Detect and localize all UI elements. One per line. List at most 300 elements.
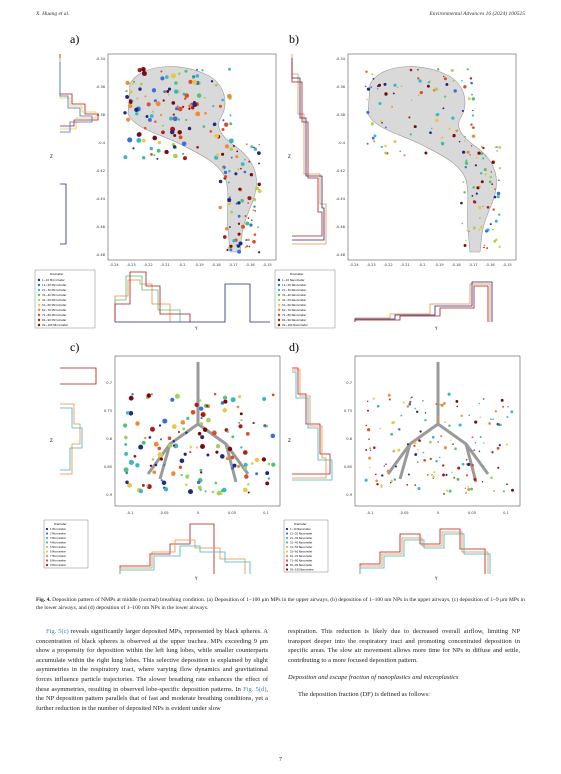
particle-marker [251, 219, 253, 221]
particle-marker [389, 398, 391, 400]
particle-marker [451, 69, 454, 72]
particle-marker [414, 408, 416, 410]
particle-marker [125, 481, 129, 485]
particle-marker [408, 473, 410, 475]
particle-marker [224, 175, 227, 178]
y-histogram-b [355, 282, 492, 322]
particle-marker [173, 440, 175, 442]
particle-marker [231, 456, 235, 460]
svg-text:-0.19: -0.19 [194, 263, 204, 267]
particle-marker [272, 394, 275, 397]
y-histogram-a [115, 272, 270, 322]
svg-text:51~60 Nanometer: 51~60 Nanometer [290, 550, 313, 554]
particle-marker [166, 90, 169, 93]
particle-marker [433, 471, 435, 473]
particle-marker [473, 478, 476, 481]
particle-marker [492, 229, 493, 230]
particle-marker [229, 245, 232, 248]
particle-marker [482, 157, 484, 159]
particle-marker [497, 467, 499, 469]
particle-marker [168, 436, 172, 440]
svg-text:61~70 Nanometer: 61~70 Nanometer [282, 309, 307, 312]
particle-marker [212, 431, 217, 436]
particle-marker [418, 439, 421, 442]
particle-marker [229, 122, 232, 125]
particle-marker [223, 235, 227, 239]
particle-marker [383, 83, 386, 86]
particle-marker [154, 121, 156, 123]
svg-text:-0.22: -0.22 [143, 263, 153, 267]
particle-marker [227, 431, 229, 433]
particle-marker [378, 84, 381, 87]
particle-marker [222, 488, 227, 493]
particle-marker [142, 156, 145, 159]
particle-marker [158, 141, 161, 144]
particle-marker [257, 183, 260, 186]
particle-marker [371, 73, 373, 75]
particle-marker [410, 397, 411, 398]
particle-marker [215, 451, 218, 454]
particle-marker [250, 173, 253, 176]
particle-marker [478, 206, 481, 209]
particle-marker [472, 126, 475, 129]
particle-marker [441, 137, 443, 139]
svg-text:11~20 Nanometer: 11~20 Nanometer [282, 284, 307, 287]
particle-marker [231, 467, 234, 470]
particle-marker [173, 145, 176, 148]
particle-marker [424, 152, 427, 155]
particle-marker [197, 93, 201, 97]
svg-text:2 Micrometer: 2 Micrometer [50, 532, 66, 536]
particle-marker [467, 486, 469, 488]
particle-marker [175, 394, 180, 399]
particle-marker [495, 410, 497, 412]
particle-marker [180, 459, 185, 464]
particle-marker [438, 416, 439, 417]
particle-marker [190, 446, 192, 448]
svg-text:-0.23: -0.23 [126, 263, 136, 267]
particle-marker [231, 157, 233, 159]
particle-marker [465, 162, 468, 165]
particle-marker [491, 451, 493, 453]
particle-marker [371, 122, 374, 125]
particle-marker [453, 80, 455, 82]
svg-text:91~100 Micrometer: 91~100 Micrometer [42, 324, 69, 327]
particle-marker [380, 484, 382, 486]
particle-marker [477, 151, 480, 154]
svg-text:-0.36: -0.36 [95, 85, 105, 89]
particle-marker [397, 87, 398, 88]
particle-marker [410, 133, 412, 135]
particle-marker [200, 444, 205, 449]
particle-marker [251, 462, 254, 465]
particle-marker [480, 436, 482, 438]
particle-marker [448, 424, 450, 426]
particle-marker [244, 171, 247, 174]
running-header-authors: X. Huang et al. [36, 11, 70, 17]
particle-marker [224, 171, 227, 174]
particle-marker [163, 464, 165, 466]
particle-marker [393, 421, 396, 424]
particle-marker [226, 457, 229, 460]
particle-marker [196, 146, 199, 149]
particle-marker [174, 89, 178, 93]
particle-marker [206, 405, 208, 407]
particle-marker [254, 233, 257, 236]
body-paragraph-right: respiration. This reduction is likely due to decreased overall airflow, limiting NP transport deeper into the respiratory tract and promoting concentrated deposition in specific areas. The slow air movement allows more time for NPs to diffuse and settle, contributing to a more focused deposition pattern. [288, 628, 520, 664]
particle-marker [407, 405, 410, 408]
particle-marker [184, 97, 186, 99]
particle-marker [391, 480, 393, 482]
particle-marker [206, 454, 209, 457]
particle-marker [179, 466, 182, 469]
particle-marker [484, 245, 486, 247]
particle-marker [237, 168, 239, 170]
particle-marker [454, 89, 457, 92]
particle-marker [437, 68, 439, 70]
particle-marker [223, 408, 228, 413]
particle-marker [244, 474, 248, 478]
particle-marker [148, 118, 152, 122]
particle-marker [418, 95, 419, 96]
particle-marker [216, 153, 219, 156]
particle-marker [258, 251, 260, 253]
particle-marker [233, 145, 235, 147]
particle-marker [448, 393, 451, 396]
particle-marker [188, 108, 190, 110]
particle-marker [244, 159, 246, 161]
svg-text:-0.22: -0.22 [383, 263, 393, 267]
particle-marker [201, 69, 203, 71]
particle-marker [370, 450, 372, 452]
particle-marker [419, 430, 421, 432]
particle-marker [185, 475, 189, 479]
particle-marker [493, 490, 494, 491]
particle-marker [192, 102, 197, 107]
svg-text:0.75: 0.75 [103, 409, 112, 413]
panel-label-a: a) [70, 32, 80, 46]
svg-text:4 Micrometer: 4 Micrometer [50, 541, 66, 545]
particle-marker [417, 69, 419, 71]
particle-marker [442, 474, 445, 477]
particle-marker [464, 244, 467, 247]
particle-marker [174, 81, 177, 84]
figure-reference-5c[interactable]: Fig. 5(c) [46, 628, 69, 635]
particle-marker [424, 419, 426, 421]
particle-marker [220, 454, 225, 459]
particle-marker [470, 77, 472, 79]
particle-marker [252, 209, 254, 211]
particle-marker [462, 463, 465, 466]
particle-marker [366, 99, 368, 101]
particle-marker [381, 146, 383, 148]
particle-marker [423, 459, 426, 462]
particle-marker [233, 464, 237, 468]
particle-marker [185, 484, 187, 486]
body-paragraph-df: The deposition fraction (DF) is defined as follows: [298, 690, 430, 698]
particle-marker [372, 137, 375, 140]
particle-marker [406, 484, 408, 486]
particle-marker [510, 410, 513, 413]
particle-marker [152, 111, 154, 113]
particle-marker [479, 186, 481, 188]
particle-marker [165, 75, 169, 79]
particle-marker [427, 85, 430, 88]
particle-marker [463, 191, 465, 193]
particle-marker [253, 147, 255, 149]
particle-marker [506, 444, 508, 446]
particle-marker [247, 483, 249, 485]
particle-marker [448, 127, 450, 129]
particle-marker [221, 99, 224, 102]
svg-text:51~60 Nanometer: 51~60 Nanometer [282, 304, 307, 307]
page-number: 7 [279, 757, 282, 763]
particle-marker [254, 210, 256, 212]
particle-marker [465, 166, 467, 168]
particle-marker [204, 490, 206, 492]
particle-marker [471, 94, 473, 96]
particle-marker [253, 205, 255, 207]
particle-marker [159, 424, 161, 426]
particle-marker [249, 246, 251, 248]
svg-text:61~70 Nanometer: 61~70 Nanometer [290, 555, 313, 558]
svg-text:0.8: 0.8 [106, 437, 112, 441]
particle-marker [152, 458, 155, 461]
upper-y-ticks-a [109, 263, 271, 267]
particle-marker [228, 68, 231, 71]
particle-marker [493, 208, 495, 210]
particle-marker [262, 457, 266, 461]
particle-marker [222, 119, 224, 121]
particle-marker [375, 480, 378, 483]
particle-marker [124, 467, 129, 472]
particle-marker [168, 94, 170, 96]
body-column-right [288, 627, 520, 700]
svg-text:-0.38: -0.38 [335, 113, 345, 117]
particle-marker [369, 447, 371, 449]
particle-marker [417, 77, 419, 79]
particle-marker [123, 423, 127, 427]
particle-marker [135, 112, 138, 115]
particle-marker [210, 130, 213, 133]
svg-text:7 Micrometer: 7 Micrometer [50, 555, 66, 558]
svg-text:-0.46: -0.46 [335, 225, 345, 229]
particle-marker [160, 458, 163, 461]
svg-text:51~60 Micrometer: 51~60 Micrometer [42, 304, 67, 307]
particle-marker [417, 487, 420, 490]
particle-marker [468, 230, 470, 232]
particle-marker [226, 249, 228, 251]
particle-marker [125, 472, 128, 475]
particle-marker [216, 444, 220, 448]
particle-marker [467, 488, 470, 491]
particle-marker [490, 223, 492, 225]
particle-marker [200, 417, 202, 419]
particle-marker [366, 111, 369, 114]
particle-marker [142, 484, 145, 487]
particle-marker [237, 244, 240, 247]
particle-marker [414, 125, 417, 128]
particle-marker [507, 406, 508, 407]
particle-marker [146, 485, 148, 487]
particle-marker [390, 433, 393, 436]
particle-marker [462, 110, 464, 112]
particle-marker [497, 447, 500, 450]
particle-marker [172, 424, 177, 429]
svg-text:-0.48: -0.48 [95, 253, 105, 257]
particle-marker [497, 195, 500, 198]
particle-marker [162, 419, 167, 424]
particle-marker [204, 97, 206, 99]
svg-text:-0.44: -0.44 [95, 197, 105, 201]
particle-marker [388, 394, 391, 397]
particle-marker [247, 202, 249, 204]
svg-text:-0.23: -0.23 [366, 263, 376, 267]
particle-marker [129, 460, 134, 465]
particle-marker [238, 233, 241, 236]
legend-c [44, 520, 88, 568]
particle-marker [435, 119, 438, 122]
particle-marker [150, 465, 152, 467]
particle-marker [413, 445, 415, 447]
particle-marker [150, 147, 153, 150]
particle-marker [252, 240, 256, 244]
y-histogram-d [360, 529, 490, 574]
particle-marker [444, 446, 447, 449]
particle-marker [414, 484, 416, 486]
z-histogram-b [292, 54, 326, 244]
particle-marker [129, 396, 134, 401]
svg-text:-0.18: -0.18 [451, 263, 461, 267]
svg-text:31~40 Nanometer: 31~40 Nanometer [282, 294, 307, 297]
particle-marker [245, 246, 247, 248]
particle-marker [442, 464, 444, 466]
particle-marker [228, 447, 232, 451]
particle-marker [365, 479, 368, 482]
figure-caption [36, 596, 526, 612]
particle-marker [200, 435, 204, 439]
particle-marker [423, 452, 424, 453]
particle-marker [464, 140, 465, 141]
particle-marker [459, 423, 462, 426]
particle-marker [162, 481, 166, 485]
particle-marker [258, 144, 260, 146]
particle-marker [457, 467, 460, 470]
particle-marker [230, 248, 233, 251]
particle-marker [492, 418, 494, 420]
particle-marker [478, 229, 480, 231]
particle-marker [150, 153, 153, 156]
particle-marker [464, 136, 466, 138]
particle-marker [126, 118, 130, 122]
particle-marker [443, 76, 444, 77]
particle-marker [136, 97, 138, 99]
particle-marker [203, 125, 206, 128]
particle-marker [454, 448, 457, 451]
particle-marker [373, 446, 376, 449]
particle-marker [482, 206, 483, 207]
particle-marker [398, 428, 400, 430]
particle-marker [455, 400, 458, 403]
particle-marker [381, 474, 383, 476]
particle-marker [126, 81, 130, 85]
svg-text:1~10 Nanometer: 1~10 Nanometer [290, 528, 311, 531]
particle-marker [468, 97, 471, 100]
particle-marker [408, 116, 410, 118]
particle-marker [483, 247, 485, 249]
svg-text:31~40 Micrometer: 31~40 Micrometer [42, 294, 67, 297]
svg-text:21~30 Micrometer: 21~30 Micrometer [42, 289, 67, 292]
particle-marker [244, 215, 246, 217]
particle-marker [243, 450, 248, 455]
particle-marker [241, 162, 245, 166]
particle-marker [499, 444, 501, 446]
particle-marker [229, 138, 234, 143]
particle-marker [375, 474, 377, 476]
particle-marker [243, 488, 248, 493]
particle-marker [182, 427, 185, 430]
particle-marker [451, 116, 454, 119]
particle-marker [503, 490, 505, 492]
figure-reference-5d[interactable]: Fig. 5(d) [243, 685, 267, 693]
particle-marker [147, 393, 151, 397]
particle-marker [368, 457, 371, 460]
particle-marker [474, 442, 476, 444]
z-histogram-c [60, 368, 96, 474]
svg-text:-0.17: -0.17 [468, 263, 478, 267]
particle-marker [147, 102, 151, 106]
svg-text:71~80 Micrometer: 71~80 Micrometer [42, 314, 67, 317]
particle-marker [374, 134, 377, 137]
particle-marker [237, 250, 241, 254]
particle-marker [138, 445, 143, 450]
particle-marker [401, 85, 403, 87]
particle-marker [437, 418, 440, 421]
svg-text:1 Micrometer: 1 Micrometer [50, 528, 66, 531]
particle-marker [490, 418, 492, 420]
particle-marker [481, 180, 484, 183]
particle-marker [163, 90, 166, 93]
svg-text:-0.44: -0.44 [335, 197, 345, 201]
particle-marker [198, 432, 202, 436]
particle-marker [231, 435, 234, 438]
particle-marker [199, 469, 202, 472]
particle-marker [222, 167, 224, 169]
particle-marker [466, 463, 467, 464]
svg-text:-0.48: -0.48 [335, 253, 345, 257]
particle-marker [240, 236, 242, 238]
particle-marker [179, 135, 183, 139]
particle-marker [472, 110, 473, 111]
particle-marker [370, 86, 372, 88]
particle-marker [391, 106, 393, 108]
particle-marker [484, 173, 486, 175]
svg-text:21~30 Nanometer: 21~30 Nanometer [282, 289, 307, 292]
particle-marker [177, 130, 181, 134]
z-axis-label-c: Z [50, 438, 53, 443]
particle-marker [123, 155, 127, 159]
svg-text:-0.1: -0.1 [366, 511, 374, 515]
particle-marker [215, 482, 218, 485]
particle-marker [245, 239, 247, 241]
particle-marker [168, 88, 171, 91]
particle-marker [171, 101, 175, 105]
particle-marker [420, 91, 423, 94]
particle-marker [230, 211, 233, 214]
particle-marker [238, 215, 241, 218]
particle-marker [472, 186, 475, 189]
particle-marker [238, 223, 240, 225]
